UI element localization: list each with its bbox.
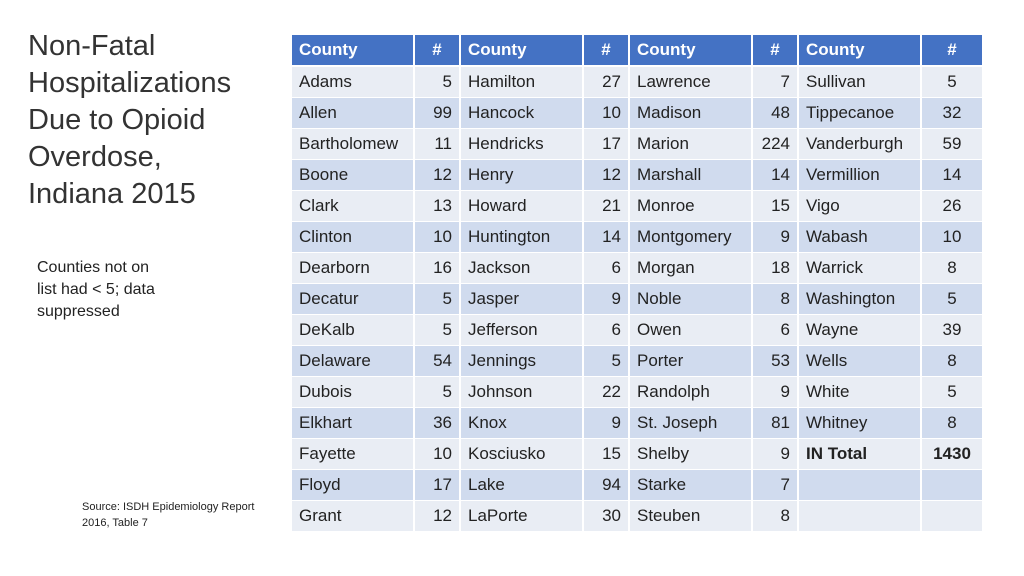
county-cell: Wabash bbox=[799, 222, 922, 253]
county-cell: Marion bbox=[630, 129, 753, 160]
count-cell: 5 bbox=[415, 67, 461, 98]
county-cell: White bbox=[799, 377, 922, 408]
count-cell: 32 bbox=[922, 98, 984, 129]
count-cell: 48 bbox=[753, 98, 799, 129]
table-row bbox=[292, 346, 984, 377]
county-cell: Knox bbox=[461, 408, 584, 439]
count-cell: 5 bbox=[922, 284, 984, 315]
count-cell: 12 bbox=[415, 501, 461, 532]
table-row bbox=[292, 470, 984, 501]
count-cell: 54 bbox=[415, 346, 461, 377]
count-cell: 5 bbox=[922, 67, 984, 98]
county-cell: Warrick bbox=[799, 253, 922, 284]
county-cell: Steuben bbox=[630, 501, 753, 532]
table-row bbox=[292, 253, 984, 284]
county-cell: Kosciusko bbox=[461, 439, 584, 470]
count-cell: 11 bbox=[415, 129, 461, 160]
county-cell: Shelby bbox=[630, 439, 753, 470]
county-cell: Starke bbox=[630, 470, 753, 501]
count-cell: 5 bbox=[922, 377, 984, 408]
count-cell: 59 bbox=[922, 129, 984, 160]
county-cell: Allen bbox=[292, 98, 415, 129]
county-cell: Tippecanoe bbox=[799, 98, 922, 129]
county-cell: Delaware bbox=[292, 346, 415, 377]
county-cell: Johnson bbox=[461, 377, 584, 408]
county-cell: Vanderburgh bbox=[799, 129, 922, 160]
count-cell: 27 bbox=[584, 67, 630, 98]
table-header-row bbox=[292, 35, 984, 67]
table-row bbox=[292, 408, 984, 439]
count-cell: 14 bbox=[922, 160, 984, 191]
county-cell: IN Total bbox=[799, 439, 922, 470]
count-cell: 9 bbox=[584, 284, 630, 315]
county-cell: Monroe bbox=[630, 191, 753, 222]
header-county: County bbox=[799, 35, 922, 67]
table-row bbox=[292, 315, 984, 346]
table-row bbox=[292, 67, 984, 98]
county-cell: Whitney bbox=[799, 408, 922, 439]
count-cell: 10 bbox=[922, 222, 984, 253]
county-cell: Vermillion bbox=[799, 160, 922, 191]
slide-title: Non-Fatal Hospitalizations Due to Opioid Overdose, Indiana 2015 bbox=[28, 30, 232, 210]
county-cell: Henry bbox=[461, 160, 584, 191]
count-cell: 16 bbox=[415, 253, 461, 284]
count-cell: 22 bbox=[584, 377, 630, 408]
county-cell: Dubois bbox=[292, 377, 415, 408]
suppression-note: Counties not on list had < 5; data suppressed bbox=[37, 259, 155, 320]
count-cell: 26 bbox=[922, 191, 984, 222]
source-citation: Source: ISDH Epidemiology Report 2016, Table 7 bbox=[82, 501, 255, 529]
count-cell: 10 bbox=[415, 439, 461, 470]
county-cell: Elkhart bbox=[292, 408, 415, 439]
county-cell: Grant bbox=[292, 501, 415, 532]
table-row bbox=[292, 284, 984, 315]
county-cell: Boone bbox=[292, 160, 415, 191]
count-cell: 8 bbox=[753, 284, 799, 315]
county-cell: Decatur bbox=[292, 284, 415, 315]
county-cell: Jefferson bbox=[461, 315, 584, 346]
county-cell: Wayne bbox=[799, 315, 922, 346]
count-cell: 15 bbox=[584, 439, 630, 470]
county-cell: Jasper bbox=[461, 284, 584, 315]
county-cell: Clark bbox=[292, 191, 415, 222]
table-row bbox=[292, 222, 984, 253]
county-cell: DeKalb bbox=[292, 315, 415, 346]
county-cell: Howard bbox=[461, 191, 584, 222]
county-cell: Jennings bbox=[461, 346, 584, 377]
county-cell: Lawrence bbox=[630, 67, 753, 98]
header-count: # bbox=[415, 35, 461, 67]
table-row bbox=[292, 129, 984, 160]
county-cell: Huntington bbox=[461, 222, 584, 253]
county-cell: Clinton bbox=[292, 222, 415, 253]
county-cell: Morgan bbox=[630, 253, 753, 284]
county-cell: Wells bbox=[799, 346, 922, 377]
count-cell: 5 bbox=[415, 315, 461, 346]
count-cell: 9 bbox=[584, 408, 630, 439]
count-cell: 12 bbox=[584, 160, 630, 191]
count-cell: 6 bbox=[584, 253, 630, 284]
count-cell: 30 bbox=[584, 501, 630, 532]
count-cell bbox=[922, 501, 984, 532]
count-cell: 5 bbox=[415, 284, 461, 315]
county-cell bbox=[799, 501, 922, 532]
count-cell: 14 bbox=[584, 222, 630, 253]
county-cell: Noble bbox=[630, 284, 753, 315]
county-cell: Fayette bbox=[292, 439, 415, 470]
count-cell: 8 bbox=[753, 501, 799, 532]
county-cell: Hamilton bbox=[461, 67, 584, 98]
count-cell: 5 bbox=[415, 377, 461, 408]
county-cell: Bartholomew bbox=[292, 129, 415, 160]
county-cell: Marshall bbox=[630, 160, 753, 191]
county-cell: Hendricks bbox=[461, 129, 584, 160]
count-cell: 21 bbox=[584, 191, 630, 222]
header-count: # bbox=[584, 35, 630, 67]
count-cell: 7 bbox=[753, 470, 799, 501]
count-cell: 9 bbox=[753, 439, 799, 470]
count-cell: 12 bbox=[415, 160, 461, 191]
count-cell: 14 bbox=[753, 160, 799, 191]
table-row bbox=[292, 377, 984, 408]
table-row bbox=[292, 191, 984, 222]
count-cell: 15 bbox=[753, 191, 799, 222]
count-cell: 81 bbox=[753, 408, 799, 439]
table-row bbox=[292, 501, 984, 532]
count-cell: 36 bbox=[415, 408, 461, 439]
count-cell: 8 bbox=[922, 253, 984, 284]
count-cell bbox=[922, 470, 984, 501]
county-cell: Montgomery bbox=[630, 222, 753, 253]
header-county: County bbox=[630, 35, 753, 67]
count-cell: 39 bbox=[922, 315, 984, 346]
table-row bbox=[292, 439, 984, 470]
hospitalizations-table bbox=[292, 35, 984, 532]
county-cell: Randolph bbox=[630, 377, 753, 408]
count-cell: 8 bbox=[922, 408, 984, 439]
count-cell: 8 bbox=[922, 346, 984, 377]
header-count: # bbox=[922, 35, 984, 67]
count-cell: 7 bbox=[753, 67, 799, 98]
count-cell: 99 bbox=[415, 98, 461, 129]
count-cell: 224 bbox=[753, 129, 799, 160]
header-county: County bbox=[292, 35, 415, 67]
count-cell: 9 bbox=[753, 222, 799, 253]
count-cell: 17 bbox=[415, 470, 461, 501]
county-cell: Hancock bbox=[461, 98, 584, 129]
county-cell: Vigo bbox=[799, 191, 922, 222]
county-cell: LaPorte bbox=[461, 501, 584, 532]
county-cell: Adams bbox=[292, 67, 415, 98]
county-cell: Owen bbox=[630, 315, 753, 346]
county-cell: Floyd bbox=[292, 470, 415, 501]
count-cell: 9 bbox=[753, 377, 799, 408]
table-row bbox=[292, 160, 984, 191]
county-cell: Washington bbox=[799, 284, 922, 315]
header-count: # bbox=[753, 35, 799, 67]
count-cell: 10 bbox=[584, 98, 630, 129]
count-cell: 6 bbox=[753, 315, 799, 346]
county-cell: Lake bbox=[461, 470, 584, 501]
county-cell: St. Joseph bbox=[630, 408, 753, 439]
count-cell: 53 bbox=[753, 346, 799, 377]
count-cell: 1430 bbox=[922, 439, 984, 470]
count-cell: 10 bbox=[415, 222, 461, 253]
count-cell: 94 bbox=[584, 470, 630, 501]
county-cell bbox=[799, 470, 922, 501]
count-cell: 5 bbox=[584, 346, 630, 377]
county-cell: Sullivan bbox=[799, 67, 922, 98]
count-cell: 17 bbox=[584, 129, 630, 160]
county-cell: Madison bbox=[630, 98, 753, 129]
count-cell: 18 bbox=[753, 253, 799, 284]
count-cell: 13 bbox=[415, 191, 461, 222]
county-cell: Jackson bbox=[461, 253, 584, 284]
county-cell: Porter bbox=[630, 346, 753, 377]
count-cell: 6 bbox=[584, 315, 630, 346]
county-cell: Dearborn bbox=[292, 253, 415, 284]
header-county: County bbox=[461, 35, 584, 67]
table-row bbox=[292, 98, 984, 129]
